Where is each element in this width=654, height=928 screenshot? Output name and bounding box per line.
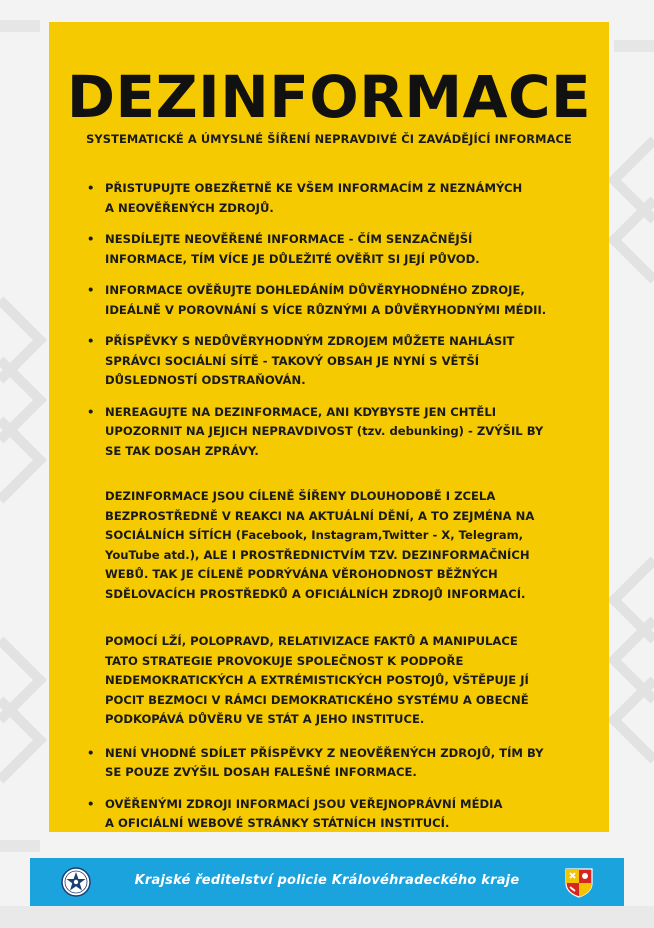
bullet-item	[73, 230, 593, 269]
bullet-item	[73, 332, 593, 391]
paragraph-strategy	[73, 632, 593, 730]
regional-coat-of-arms-icon	[564, 867, 594, 898]
bullet-line: NEREAGUJTE NA DEZINFORMACE, ANI KDYBYSTE JEN CHTĚLI	[105, 404, 497, 419]
bullet-dot: •	[87, 283, 95, 297]
poster-title: DEZINFORMACE	[66, 63, 592, 131]
bullet-dot: •	[87, 745, 95, 760]
disinformation-poster	[49, 22, 609, 832]
bullet-item	[73, 403, 593, 462]
paragraph-line: DEZINFORMACE JSOU CÍLENĚ ŠÍŘENY DLOUHODOBĚ I ZCELA	[105, 489, 496, 503]
paragraph-line: POCIT BEZMOCI V RÁMCI DEMOKRATICKÉHO SYSTÉMU A OBECNĚ	[105, 692, 529, 707]
poster-subtitle: SYSTEMATICKÉ A ÚMYSLNÉ ŠÍŘENÍ NEPRAVDIVÉ ČI ZAVÁDĚJÍCÍ INFORMACE	[86, 132, 572, 146]
bullet-line: IDEÁLNĚ V POROVNÁNÍ S VÍCE RŮZNÝMI A DŮVĚRYHODNÝMI MÉDII.	[105, 302, 547, 317]
bullet-line: PŘÍSPĚVKY S NEDŮVĚRYHODNÝM ZDROJEM MŮŽETE NAHLÁSIT	[105, 334, 515, 348]
bullet-dot: •	[87, 334, 95, 348]
bullet-item	[73, 795, 593, 834]
paragraph-campaigns	[73, 487, 593, 604]
bullet-dot: •	[87, 232, 95, 246]
bullet-line: NENÍ VHODNÉ SDÍLET PŘÍSPĚVKY Z NEOVĚŘENÝCH ZDROJŮ, TÍM BY	[105, 745, 544, 760]
bullet-item	[73, 744, 593, 783]
bullet-line: SE POUZE ZVÝŠIL DOSAH FALEŠNÉ INFORMACE.	[105, 765, 417, 779]
bullet-item	[73, 281, 593, 320]
paragraph-line: PODKOPÁVÁ DŮVĚRU VE STÁT A JEHO INSTITUCE.	[105, 712, 425, 726]
paragraph-line: TATO STRATEGIE PROVOKUJE SPOLEČNOST K PODPOŘE	[105, 653, 464, 668]
bullet-line: SPRÁVCI SOCIÁLNÍ SÍTĚ - TAKOVÝ OBSAH JE NYNÍ S VĚTŠÍ	[105, 353, 480, 368]
bullet-line: NESDÍLEJTE NEOVĚŘENÉ INFORMACE - ČÍM SENZAČNĚJŠÍ	[105, 232, 473, 246]
bullet-line: PŘISTUPUJTE OBEZŘETNĚ KE VŠEM INFORMACÍM Z NEZNÁMÝCH	[105, 181, 523, 195]
footer-banner	[30, 858, 624, 906]
bullet-dot: •	[87, 404, 95, 419]
bullet-line: OVĚŘENÝMI ZDROJI INFORMACÍ JSOU VEŘEJNOPRÁVNÍ MÉDIA	[105, 796, 503, 811]
paragraph-line: SDĚLOVACÍCH PROSTŘEDKŮ A OFICIÁLNÍCH ZDROJŮ INFORMACÍ.	[105, 586, 526, 601]
paragraph-line: POMOCÍ LŽÍ, POLOPRAVD, RELATIVIZACE FAKTŮ A MANIPULACE	[105, 634, 518, 648]
bullet-line: INFORMACE OVĚŘUJTE DOHLEDÁNÍM DŮVĚRYHODNÉHO ZDROJE,	[105, 283, 525, 297]
bullet-line: SE TAK DOSAH ZPRÁVY.	[105, 443, 259, 458]
paragraph-line: YouTube atd.), ALE I PROSTŘEDNICTVÍM TZV. DEZINFORMAČNÍCH	[105, 547, 530, 562]
bullet-line: UPOZORNIT NA JEJICH NEPRAVDIVOST (tzv. debunking) - ZVÝŠIL BY	[105, 424, 544, 438]
bullet-dot: •	[87, 181, 95, 195]
bullet-line: A NEOVĚŘENÝCH ZDROJŮ.	[105, 200, 274, 215]
bullet-item	[73, 179, 593, 218]
bullet-line: DŮSLEDNOSTÍ ODSTRAŇOVÁN.	[105, 373, 306, 387]
paragraph-line: SOCIÁLNÍCH SÍTÍCH (Facebook, Instagram,Twitter - X, Telegram,	[105, 528, 524, 542]
paragraph-line: NEDEMOKRATICKÝCH A EXTRÉMISTICKÝCH POSTOJŮ, VŠTĚPUJE JÍ	[105, 673, 529, 687]
footer-title: Krajské ředitelství policie Královéhradeckého kraje	[134, 873, 520, 888]
poster-content	[73, 179, 593, 846]
bullet-line: A OFICIÁLNÍ WEBOVÉ STRÁNKY STÁTNÍCH INSTITUCÍ.	[105, 816, 450, 830]
bottom-strip	[0, 906, 654, 928]
paragraph-line: BEZPROSTŘEDNĚ V REAKCI NA AKTUÁLNÍ DĚNÍ, A TO ZEJMÉNA NA	[105, 508, 535, 523]
bullet-dot: •	[87, 796, 95, 811]
paragraph-line: WEBŮ. TAK JE CÍLENĚ PODRÝVÁNA VĚROHODNOST BĚŽNÝCH	[105, 567, 498, 581]
bullet-line: INFORMACE, TÍM VÍCE JE DŮLEŽITÉ OVĚŘIT SI JEJÍ PŮVOD.	[105, 251, 480, 266]
